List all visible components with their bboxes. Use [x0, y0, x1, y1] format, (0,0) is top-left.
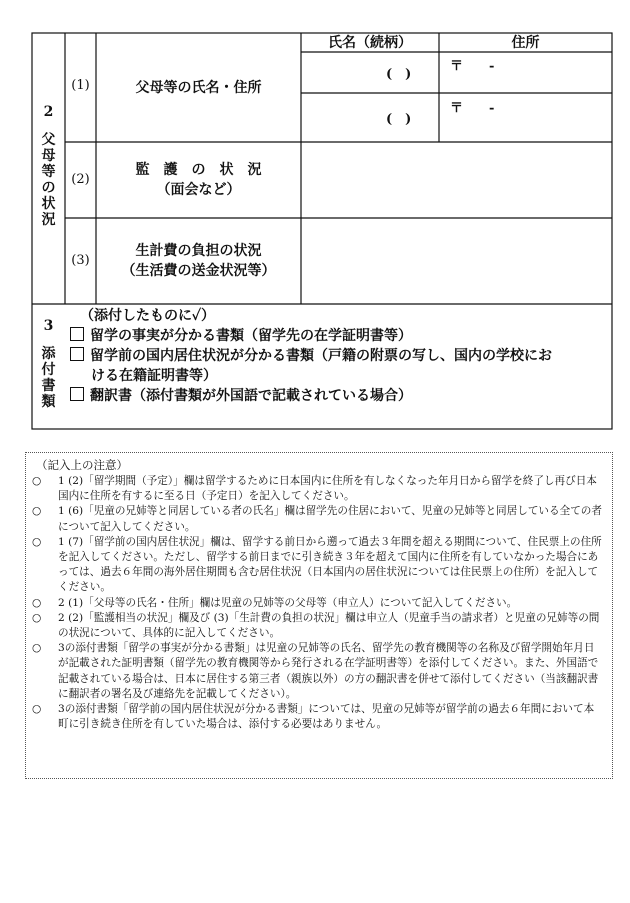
section-3-number: 3: [43, 318, 54, 334]
row-1-index: (1): [71, 78, 90, 93]
section-2-label: 2 父 母 等 の 状 況: [41, 104, 56, 228]
note-item: ○ 1 (6)「児童の兄姉等と同居している者の氏名」欄は留学先の住居において、児童の兄姉等と同居している全ての者について記入してください。: [32, 505, 602, 533]
parent2-postal[interactable]: 〒 -: [450, 101, 495, 116]
notes-box: [25, 452, 613, 779]
note-item: ○ 2 (1)「父母等の氏名・住所」欄は児童の兄姉等の父母等（申立人）について記入してください。: [32, 596, 518, 609]
note-item: ○ 2 (2)「監護相当の状況」欄及び (3)「生計費の負担の状況」欄は申立人（児童手当の請求者）と児童の兄姉等の間の状況について、具体的に記入してください。: [32, 611, 600, 640]
custody-status-field[interactable]: [302, 143, 611, 217]
note-item: ○ 3の添付書類「留学前の国内居住状況が分かる書類」については、児童の兄姉等が留学前の過去６年間において本町に引き続き住所を有していた場合は、添付する必要はありません。: [32, 703, 595, 731]
checkbox[interactable]: [70, 347, 84, 361]
living-expense-field[interactable]: [302, 219, 611, 303]
header-name: 氏名（続柄）: [328, 35, 412, 51]
note-item: ○ 3の添付書類「留学の事実が分かる書類」は児童の兄姉等の氏名、留学先の教育機関等の名称及び留学開始年月日が記載された証明書類（留学先の教育機関等から発行される在学証明書等）を添付してください。また、外国語で記載されている場合は、日本に居住する第三者（親族以外）の方の翻訳書を併せて添付してください（当該翻訳書に翻訳者の署名及び連絡先を記載してください）。: [32, 642, 599, 700]
notes-heading: （記入上の注意）: [36, 458, 128, 472]
note-item: ○ 1 (2)「留学期間（予定）」欄は留学するために日本国内に住所を有しなくなった年月日から留学を終了し再び日本国内に住所を有するに至る日（予定日）を記入してください。: [32, 475, 597, 503]
note-item: ○ 1 (7)「留学前の国内居住状況」欄は、留学する前日から遡って過去３年間を超える期間について、住民票上の住所を記入してください。ただし、留学する前日までに引き続き３年を超えて国内に住所を有していなかった場合にあっては、過去６年間の海外居住期間も含む居住状況（日本国内の居住状況については住民票上の住所）を記入してください。: [32, 535, 602, 594]
parent1-relation[interactable]: ( ): [386, 67, 412, 82]
row-1-label: 父母等の氏名・住所: [135, 80, 262, 96]
checkbox[interactable]: [70, 387, 84, 401]
attachment-item[interactable]: 留学前の国内居住状況が分かる書類（戸籍の附票の写し、国内の学校にお: [70, 346, 610, 366]
header-address: 住所: [511, 35, 540, 51]
parent1-postal[interactable]: 〒 -: [450, 59, 495, 74]
row-3-label: 生計費の負担の状況 （生活費の送金状況等）: [121, 243, 276, 279]
row-3-index: (3): [71, 253, 90, 268]
row-2-index: (2): [71, 172, 90, 187]
attachments-list: [70, 306, 610, 406]
row-2-label: 監 護 の 状 況 （面会など）: [135, 162, 262, 198]
attachment-item-continuation: ける在籍証明書等）: [91, 368, 217, 384]
attachment-item[interactable]: 留学の事実が分かる書類（留学先の在学証明書等）: [70, 326, 610, 346]
section-3-label: 3 添 付 書 類: [41, 318, 56, 410]
attachment-item[interactable]: 翻訳書（添付書類が外国語で記載されている場合）: [70, 386, 610, 406]
parent2-relation[interactable]: ( ): [386, 112, 412, 127]
attachments-instruction: （添付したものに✓）: [80, 308, 216, 324]
checkbox[interactable]: [70, 327, 84, 341]
section-2-number: 2: [43, 104, 54, 120]
